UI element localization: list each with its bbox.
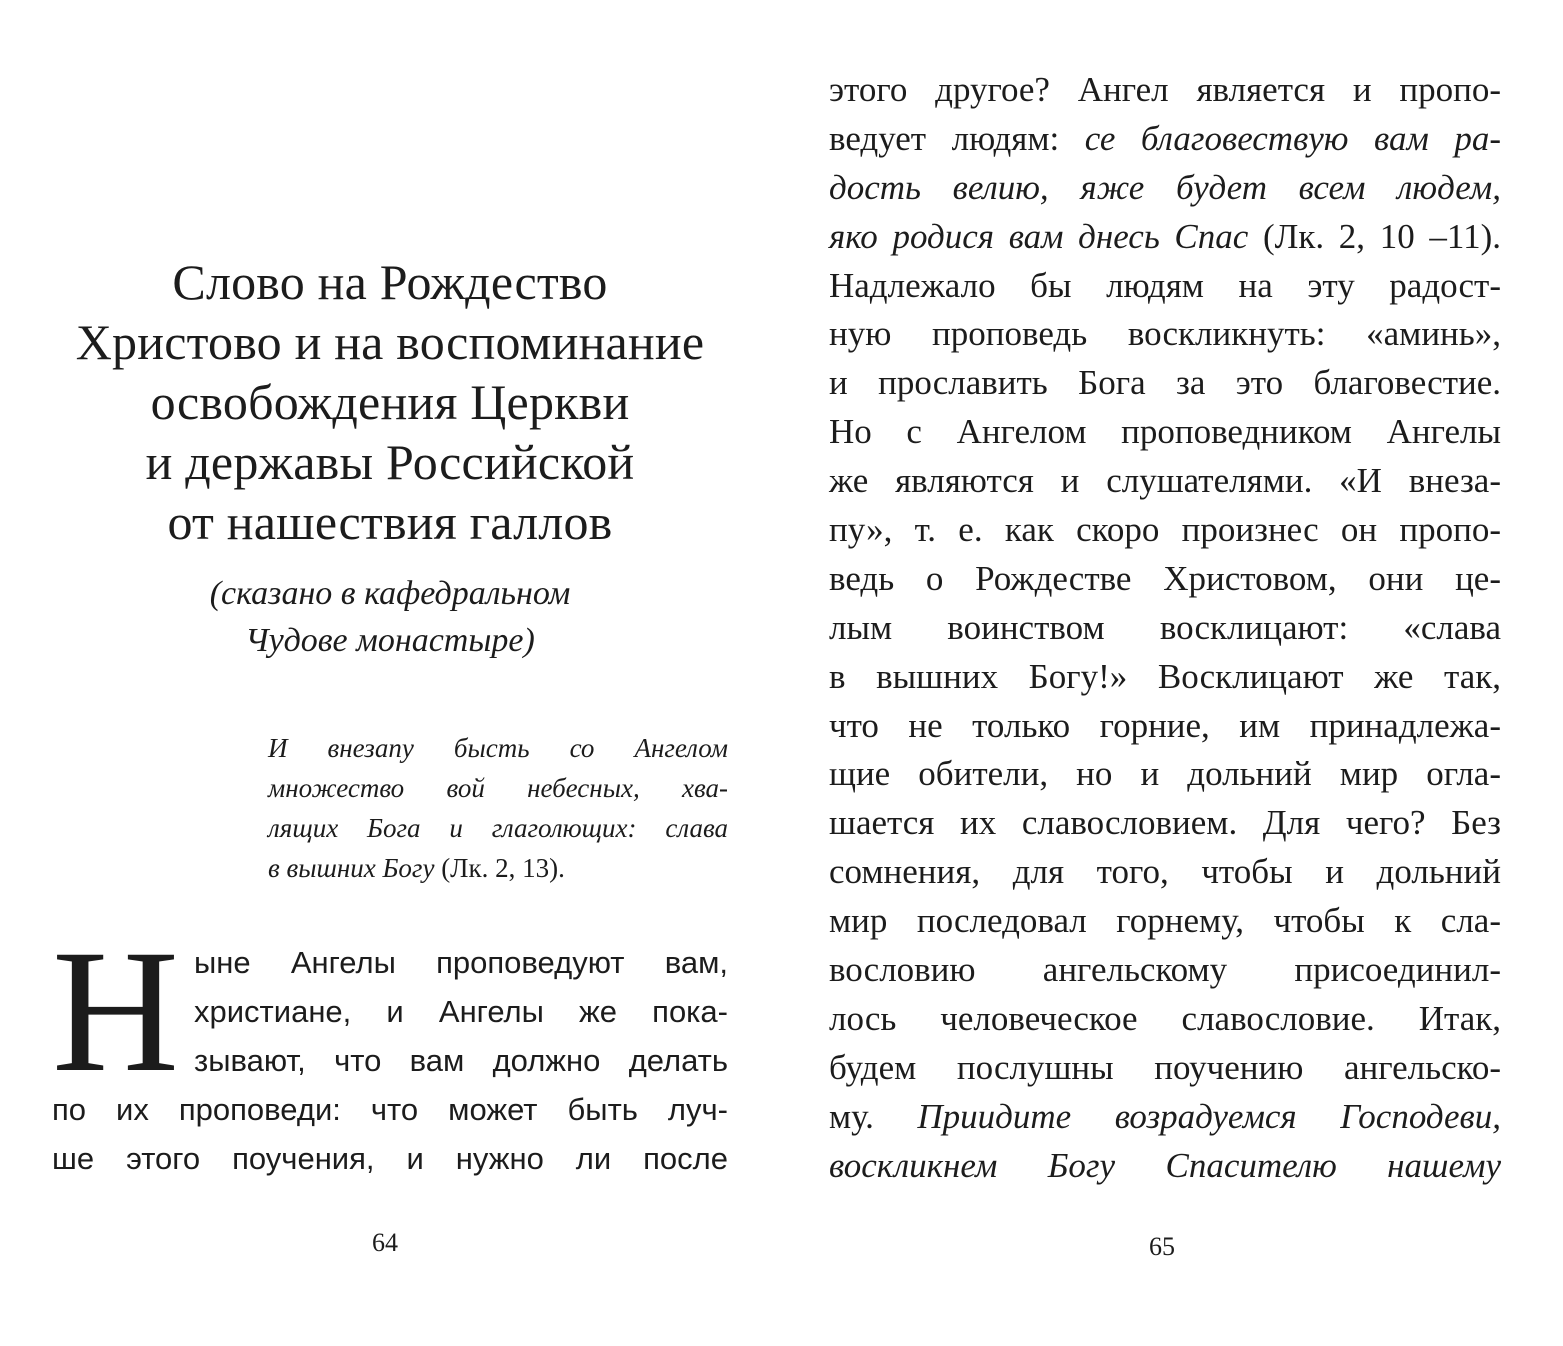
scripture-reference: (Лк. 2, 10 –11). (1248, 216, 1501, 256)
text-run: ведует людям: (829, 118, 1085, 158)
scripture-quote: дость велию, яже будет всем людем, (829, 167, 1501, 207)
text-line: христиане, и Ангелы же пока- (194, 994, 728, 1029)
title-line: Христово и на воспоминание (75, 314, 705, 370)
text-line: вословию ангельскому присоединил- (829, 950, 1501, 990)
chapter-subtitle (40, 570, 740, 664)
text-line: ведь о Рождестве Христовом, они це- (829, 558, 1501, 598)
epigraph-reference: (Лк. 2, 13). (434, 853, 565, 883)
text-line: Надлежало бы людям на эту радост- (829, 265, 1501, 305)
scripture-quote: воскликнем Богу Спасителю нашему (829, 1145, 1501, 1185)
text-line: лым воинством восклицают: «слава (829, 607, 1501, 647)
page-number: 65 (1149, 1232, 1175, 1261)
text-line: сомнения, для того, чтобы и дольний (829, 852, 1501, 892)
title-line: и державы Российской (145, 434, 635, 490)
text-line: и прославить Бога за это благовестие. (829, 363, 1501, 403)
epigraph-line (268, 768, 728, 808)
text-line: ыне Ангелы проповедуют вам, (194, 945, 728, 980)
text-line: будем послушны поучению ангельско- (829, 1047, 1501, 1087)
epigraph-text: лящих Бога и глаголющих: слава (268, 813, 728, 843)
text-line (829, 213, 1501, 262)
epigraph-text: в вышних Богу (268, 853, 435, 883)
epigraph (268, 728, 728, 888)
epigraph-line (268, 848, 728, 888)
text-line: что не только горние, им принадлежа- (829, 705, 1501, 745)
scripture-quote: яко родися вам днесь Спас (829, 216, 1249, 256)
text-line: по их проповеди: что может быть луч- (52, 1092, 728, 1127)
epigraph-text: И внезапу бысть со Ангелом (268, 733, 728, 763)
text-run: му. (829, 1096, 918, 1136)
body-text (52, 914, 728, 1183)
subtitle-line: Чудове монастыре) (245, 622, 535, 659)
title-line: освобождения Церкви (150, 374, 630, 430)
epigraph-text: множество вой небесных, хва- (268, 773, 728, 803)
text-line (829, 1093, 1501, 1142)
epigraph-line (268, 808, 728, 848)
page-number: 64 (372, 1228, 398, 1257)
title-line: Слово на Рождество (172, 254, 608, 310)
text-line: Но с Ангелом проповедником Ангелы (829, 412, 1501, 452)
text-line: мир последовал горнему, чтобы к сла- (829, 901, 1501, 941)
left-page (0, 0, 781, 1346)
text-line: в вышних Богу!» Восклицают же так, (829, 656, 1501, 696)
title-line: от нашествия галлов (167, 494, 613, 550)
text-line: лось человеческое славословие. Итак, (829, 998, 1501, 1038)
text-line: же являются и слушателями. «И внеза- (829, 461, 1501, 501)
chapter-title (40, 252, 740, 552)
text-line (829, 1142, 1501, 1191)
text-line: ше этого поучения, и нужно ли после (52, 1141, 728, 1176)
drop-cap: Н (52, 914, 180, 1109)
scripture-quote: Приидите возрадуемся Господеви, (917, 1096, 1501, 1136)
text-line (829, 164, 1501, 213)
text-line: ную проповедь воскликнуть: «аминь», (829, 314, 1501, 354)
text-line: зывают, что вам должно делать (194, 1043, 728, 1078)
scripture-quote: се благовествую вам ра- (1084, 118, 1502, 158)
subtitle-line: (сказано в кафедральном (209, 575, 571, 612)
text-line: этого другое? Ангел является и пропо- (829, 70, 1501, 109)
right-page (781, 0, 1563, 1346)
body-text (829, 66, 1501, 1190)
text-line: щие обители, но и дольний мир огла- (829, 754, 1501, 794)
text-line: шается их славословием. Для чего? Без (829, 803, 1501, 843)
text-line: пу», т. е. как скоро произнес он пропо- (829, 510, 1501, 550)
epigraph-line (268, 728, 728, 768)
text-line (829, 115, 1501, 164)
